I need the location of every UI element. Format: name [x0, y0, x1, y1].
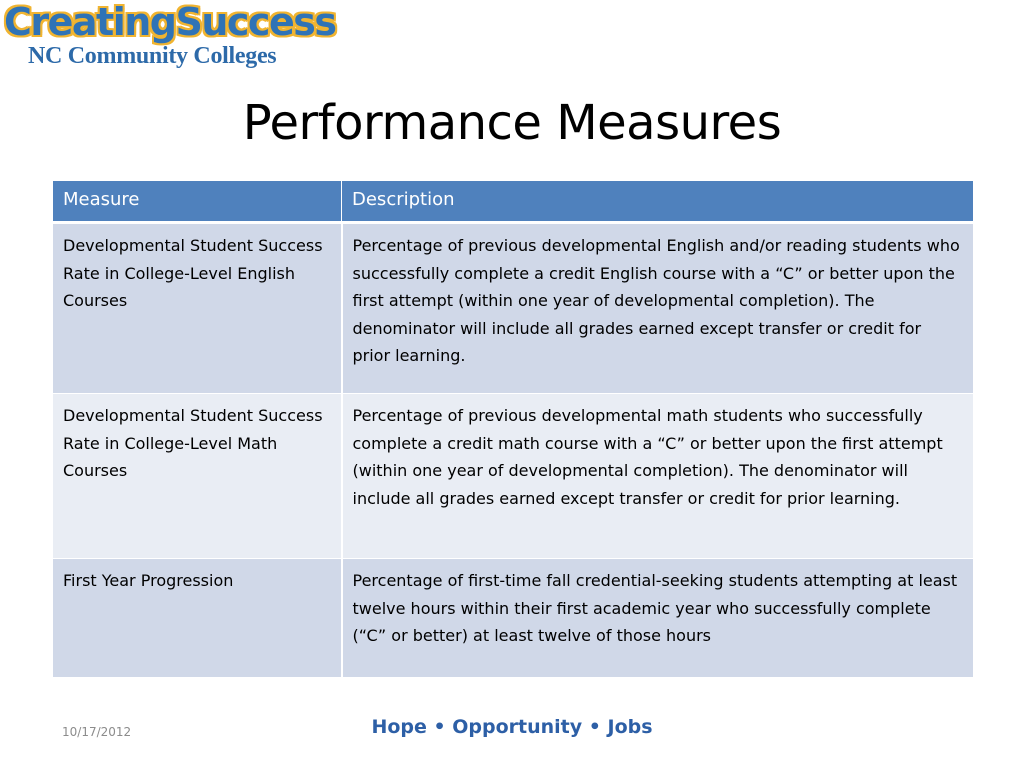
- header-description: Description: [342, 181, 974, 223]
- creating-success-logo: [4, 0, 344, 74]
- table-row: [53, 559, 974, 678]
- measure-cell: Developmental Student Success Rate in College-Level Math Courses: [53, 394, 342, 559]
- measure-cell: Developmental Student Success Rate in College-Level English Courses: [53, 223, 342, 394]
- table-row: [53, 223, 974, 394]
- measures-table: [52, 180, 975, 678]
- logo-wordmark: CreatingSuccess: [4, 0, 336, 44]
- description-cell: Percentage of first-time fall credential-seeking students attempting at least twelve hours within their first academic year who successfully complete (“C” or better) at least twelve of those hours: [342, 559, 974, 678]
- table-header-row: [53, 181, 974, 223]
- header-measure: Measure: [53, 181, 342, 223]
- logo-subtitle: NC Community Colleges: [28, 43, 277, 69]
- footer-date: 10/17/2012: [62, 725, 132, 739]
- description-cell: Percentage of previous developmental math students who successfully complete a credit math course with a “C” or better upon the first attempt (within one year of developmental completion). The denominator will include all grades earned except transfer or credit for prior learning.: [342, 394, 974, 559]
- footer-tagline: Hope • Opportunity • Jobs: [371, 716, 653, 738]
- table-row: [53, 394, 974, 559]
- measure-cell: First Year Progression: [53, 559, 342, 678]
- description-cell: Percentage of previous developmental English and/or reading students who successfully complete a credit English course with a “C” or better upon the first attempt (within one year of developmental completion). The denominator will include all grades earned except transfer or credit for prior learning.: [342, 223, 974, 394]
- slide-title: Performance Measures: [242, 95, 782, 151]
- measures-table-container: [52, 180, 973, 678]
